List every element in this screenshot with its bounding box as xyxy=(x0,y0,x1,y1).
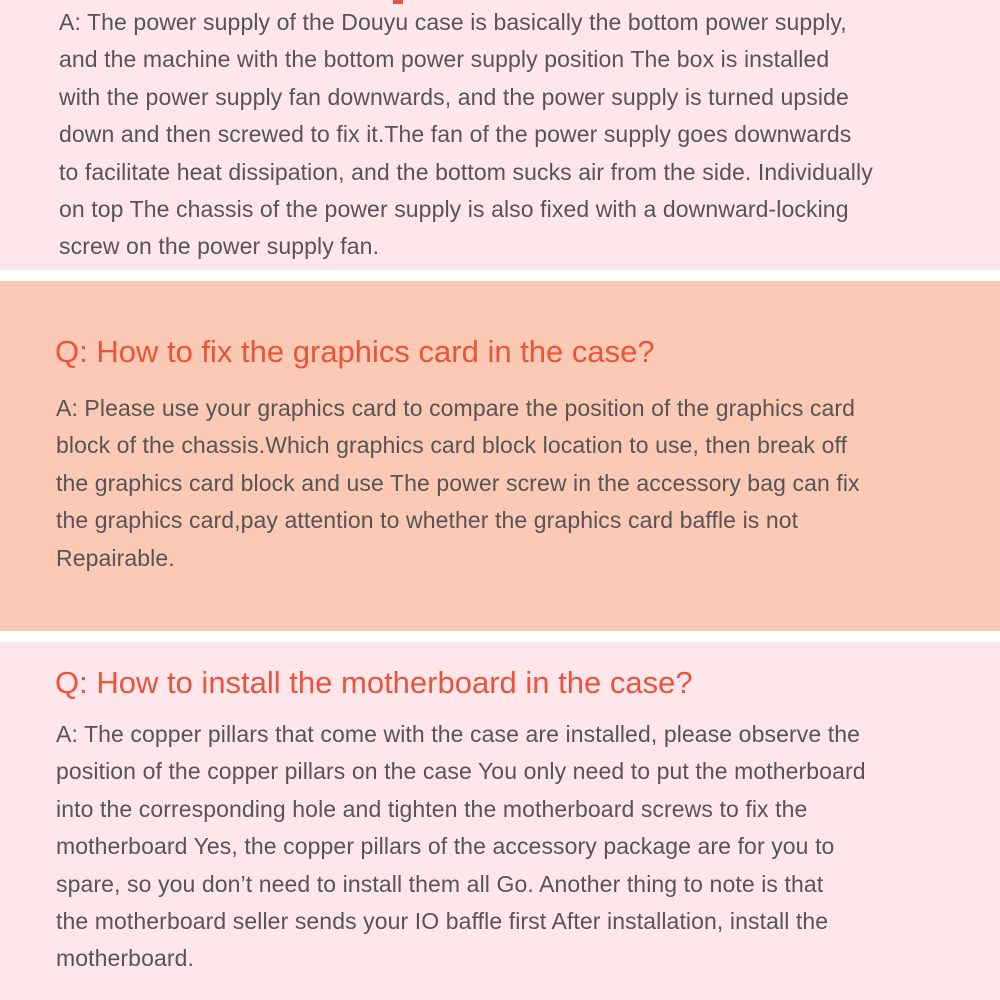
question-graphics-card: Q: How to fix the graphics card in the case? xyxy=(55,334,655,369)
answer-motherboard: A: The copper pillars that come with the case are installed, please observe the position of the copper pillars on the case You only need to put the motherboard into the corresponding hole and tighten the motherboard screws to fix the motherboard Yes, the copper pillars of the accessory package are for you to spare, so you don’t need to install them all Go. Another thing to note is that the motherboard seller sends your IO baffle first After installation, install the motherboard. xyxy=(56,721,866,972)
answer-power-supply: A: The power supply of the Douyu case is basically the bottom power supply, and the machine with the bottom power supply position The box is installed with the power supply fan downwards, and the power supply is turned upside down and then screwed to fix it.The fan of the power supply goes downwards to facilitate heat dissipation, and the bottom sucks air from the side. Individually on top The chassis of the power supply is also fixed with a downward-locking screw on the power supply fan. xyxy=(59,9,873,260)
faq-section-graphics-card xyxy=(0,281,1000,631)
faq-section-motherboard xyxy=(0,642,1000,1000)
question-motherboard: Q: How to install the motherboard in the case? xyxy=(55,665,693,700)
answer-graphics-card: A: Please use your graphics card to compare the position of the graphics card block of the chassis.Which graphics card block location to use, then break off the graphics card block and use The power screw in the accessory bag can fix the graphics card,pay attention to whether the graphics card baffle is not Repairable. xyxy=(56,395,860,571)
faq-section-power-supply xyxy=(0,0,1000,270)
